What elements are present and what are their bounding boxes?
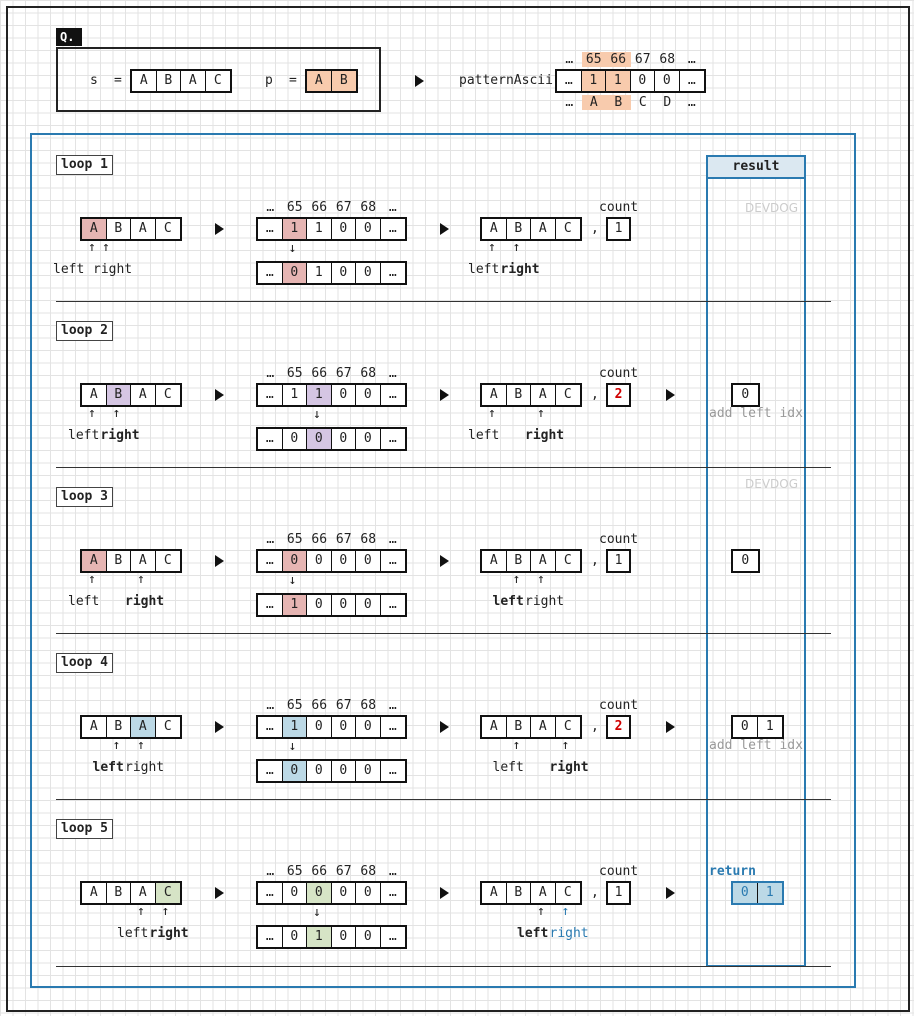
loop-input-pointer-left-arrow-icon: ↑ xyxy=(137,904,145,919)
loop-state-array xyxy=(480,217,582,241)
loop-separator xyxy=(56,467,831,468)
arrow-right-icon xyxy=(215,721,224,733)
loop-input-array-cell: A xyxy=(131,219,156,239)
state-left-arrow-icon: ↑ xyxy=(488,240,496,255)
loop-state-array xyxy=(480,549,582,573)
result-cell: 0 xyxy=(741,387,750,402)
state-right-arrow-icon: ↑ xyxy=(561,904,570,919)
pattern-cell: 0 xyxy=(631,71,656,91)
ascii-after-array xyxy=(256,759,407,783)
pattern-header-cell: 68 xyxy=(659,52,676,67)
loop-input-pointer-left-label: left xyxy=(92,760,124,775)
pattern-cell: … xyxy=(687,73,696,88)
ascii-before-array-cell: … xyxy=(258,883,283,903)
loop-input-array xyxy=(80,549,182,573)
ascii-after-array-cell: 0 xyxy=(307,595,332,615)
count-label: count xyxy=(599,200,639,215)
ascii-header-cell: 67 xyxy=(335,698,352,713)
loop-input-pointer-right-label: right xyxy=(149,926,189,941)
state-right-label: right xyxy=(549,926,589,941)
loop-state-array-cell: C xyxy=(563,387,572,402)
ascii-after-array-cell: 0 xyxy=(356,429,381,449)
ascii-header-cell: 66 xyxy=(311,366,328,381)
state-left-label: left xyxy=(492,594,524,609)
ascii-header xyxy=(258,200,405,215)
ascii-after-array-cell: 1 xyxy=(307,927,332,947)
loop-input-pointer-left-arrow-icon: ↑ xyxy=(88,406,96,421)
ascii-before-array xyxy=(256,715,407,739)
ascii-after-array-cell: … xyxy=(258,263,283,283)
ascii-after-array-cell: 0 xyxy=(332,761,357,781)
ascii-after-array-cell: … xyxy=(388,431,397,446)
result-array xyxy=(731,881,784,905)
ascii-after-array-cell: … xyxy=(388,265,397,280)
ascii-after-array-cell: 0 xyxy=(332,927,357,947)
loop-input-array-cell: B xyxy=(107,717,132,737)
ascii-header-cell: 66 xyxy=(311,200,328,215)
ascii-before-array-cell: … xyxy=(258,385,283,405)
comma-separator: , xyxy=(591,221,599,236)
loop-state-array-cell: A xyxy=(482,219,507,239)
loop-state-array-cell: B xyxy=(507,883,532,903)
s-cell: A xyxy=(132,71,157,91)
ascii-before-array-cell: 1 xyxy=(283,717,308,737)
loop-label: loop 5 xyxy=(56,819,113,839)
add-left-idx-note: add left idx xyxy=(709,406,803,421)
s-cell: C xyxy=(213,73,222,88)
ascii-after-array-cell: … xyxy=(388,929,397,944)
state-left-label: left xyxy=(492,760,524,775)
ascii-before-array-cell: 1 xyxy=(307,219,332,239)
loop-input-pointer-left-label: left xyxy=(117,926,149,941)
loop-state-array xyxy=(480,881,582,905)
count-value: 1 xyxy=(606,881,631,905)
pattern-header-cell: … xyxy=(687,52,696,67)
pattern-char: A xyxy=(582,95,607,110)
return-label: return xyxy=(709,864,756,879)
ascii-header-cell: … xyxy=(266,864,275,879)
pattern-cell: … xyxy=(557,71,582,91)
ascii-before-array xyxy=(256,881,407,905)
loop-input-array-cell: C xyxy=(163,387,172,402)
comma-separator: , xyxy=(591,553,599,568)
ascii-after-array xyxy=(256,261,407,285)
ascii-before-array-cell: 0 xyxy=(356,883,381,903)
state-left-label: left xyxy=(468,262,500,277)
p-array xyxy=(305,69,358,93)
ascii-header xyxy=(258,864,405,879)
loop-input-array-cell: B xyxy=(107,883,132,903)
ascii-header-cell: 67 xyxy=(335,864,352,879)
pattern-header-cell: 66 xyxy=(606,52,631,67)
loop-state-array-cell: B xyxy=(507,717,532,737)
s-label: s xyxy=(90,73,98,88)
ascii-before-array-cell: 0 xyxy=(356,551,381,571)
ascii-header-cell: … xyxy=(266,698,275,713)
ascii-after-array-cell: … xyxy=(388,597,397,612)
loop-state-array-cell: B xyxy=(507,551,532,571)
loop-label: loop 4 xyxy=(56,653,113,673)
pattern-char: D xyxy=(663,95,672,110)
ascii-after-array xyxy=(256,427,407,451)
loop-label: loop 2 xyxy=(56,321,113,341)
count-value: 2 xyxy=(606,715,631,739)
state-left-arrow-icon: ↑ xyxy=(512,738,521,753)
loop-input-array-cell: C xyxy=(163,553,172,568)
p-cell: A xyxy=(307,71,332,91)
result-header: result xyxy=(708,157,804,179)
count-label: count xyxy=(599,864,639,879)
loop-input-array-cell: A xyxy=(131,551,156,571)
ascii-header-cell: … xyxy=(266,200,275,215)
ascii-header-cell: … xyxy=(388,366,397,381)
loop-input-pointer-right-arrow-icon: ↑ xyxy=(112,406,121,421)
result-array xyxy=(731,383,760,407)
loop-input-pointer-right-label: right xyxy=(125,594,165,609)
result-cell: 0 xyxy=(733,883,758,903)
loop-input-pointer-left-arrow-icon: ↑ xyxy=(88,240,96,255)
s-cell: B xyxy=(157,71,182,91)
arrow-right-icon xyxy=(440,721,449,733)
ascii-header-cell: 67 xyxy=(335,366,352,381)
ascii-header-cell: 65 xyxy=(286,864,303,879)
ascii-header-cell: 65 xyxy=(286,366,303,381)
state-right-arrow-icon: ↑ xyxy=(512,240,521,255)
ascii-before-array-cell: … xyxy=(388,221,397,236)
ascii-header-cell: 67 xyxy=(335,200,352,215)
ascii-before-array-cell: … xyxy=(388,719,397,734)
ascii-before-array-cell: 1 xyxy=(307,385,332,405)
ascii-before-array-cell: … xyxy=(258,219,283,239)
ascii-after-array-cell: … xyxy=(258,429,283,449)
pattern-char: B xyxy=(606,95,631,110)
ascii-after-array-cell: 0 xyxy=(332,429,357,449)
ascii-before-array-cell: 0 xyxy=(307,883,332,903)
ascii-header-cell: … xyxy=(388,200,397,215)
loop-input-array-cell: B xyxy=(107,551,132,571)
loop-input-array xyxy=(80,715,182,739)
ascii-before-array-cell: 0 xyxy=(356,717,381,737)
down-arrow-icon: ↓ xyxy=(288,739,297,754)
ascii-header-cell: 65 xyxy=(286,698,303,713)
ascii-after-array-cell: 0 xyxy=(283,263,308,283)
ascii-header-cell: 65 xyxy=(286,532,303,547)
pattern-chars xyxy=(557,95,704,110)
watermark: DEVDOG xyxy=(745,477,799,491)
ascii-before-array-cell: 0 xyxy=(283,883,308,903)
loop-input-array-cell: C xyxy=(163,719,172,734)
count-value: 1 xyxy=(606,217,631,241)
loop-state-array-cell: A xyxy=(482,385,507,405)
arrow-right-icon xyxy=(415,75,424,87)
pattern-cell: 1 xyxy=(606,71,631,91)
loop-input-array-cell: B xyxy=(107,219,132,239)
count-label: count xyxy=(599,532,639,547)
loop-state-array-cell: C xyxy=(563,221,572,236)
state-left-arrow-icon: ↑ xyxy=(488,406,496,421)
ascii-after-array-cell: 1 xyxy=(307,263,332,283)
loop-separator xyxy=(56,966,831,967)
ascii-header-cell: 68 xyxy=(360,200,377,215)
pattern-cell: 0 xyxy=(655,71,680,91)
loop-state-array-cell: A xyxy=(482,551,507,571)
loop-label: loop 1 xyxy=(56,155,113,175)
loop-separator xyxy=(56,633,831,634)
loop-input-pointer-left-label: left xyxy=(68,594,100,609)
state-left-label: left xyxy=(517,926,549,941)
loop-separator xyxy=(56,301,831,302)
loop-state-array-cell: A xyxy=(482,883,507,903)
pattern-header-cell: 67 xyxy=(634,52,651,67)
loop-state-array-cell: C xyxy=(563,553,572,568)
loop-state-array-cell: A xyxy=(531,883,556,903)
s-cell: A xyxy=(181,71,206,91)
ascii-header-cell: 68 xyxy=(360,532,377,547)
loop-state-array-cell: B xyxy=(507,385,532,405)
loop-state-array-cell: C xyxy=(563,719,572,734)
arrow-right-icon xyxy=(215,555,224,567)
ascii-after-array-cell: 0 xyxy=(332,263,357,283)
down-arrow-icon: ↓ xyxy=(313,905,321,920)
arrow-right-icon xyxy=(215,223,224,235)
arrow-right-icon xyxy=(666,721,675,733)
result-array xyxy=(731,549,760,573)
state-right-label: right xyxy=(500,262,540,277)
pattern-char: C xyxy=(638,95,647,110)
loop-input-array-cell: C xyxy=(156,883,181,903)
ascii-after-array-cell: 0 xyxy=(283,927,308,947)
ascii-after-array-cell: 0 xyxy=(356,927,381,947)
arrow-right-icon xyxy=(440,887,449,899)
arrow-right-icon xyxy=(666,389,675,401)
loop-input-array xyxy=(80,383,182,407)
ascii-before-array xyxy=(256,383,407,407)
state-right-label: right xyxy=(525,594,565,609)
add-left-idx-note: add left idx xyxy=(709,738,803,753)
loop-label: loop 3 xyxy=(56,487,113,507)
loop-state-array-cell: A xyxy=(531,385,556,405)
ascii-after-array-cell: 0 xyxy=(307,429,332,449)
loop-input-array-cell: A xyxy=(82,717,107,737)
loop-input-pointer-right-arrow-icon: ↑ xyxy=(161,904,170,919)
ascii-after-array-cell: … xyxy=(258,761,283,781)
loop-state-array-cell: A xyxy=(531,717,556,737)
ascii-before-array-cell: … xyxy=(258,717,283,737)
ascii-before-array xyxy=(256,217,407,241)
state-left-arrow-icon: ↑ xyxy=(537,904,545,919)
loop-state-array-cell: C xyxy=(563,885,572,900)
loop-input-array-cell: A xyxy=(82,551,107,571)
down-arrow-icon: ↓ xyxy=(288,573,297,588)
loop-input-pointer-right-arrow-icon: ↑ xyxy=(137,738,145,753)
loop-input-pointer-right-arrow-icon: ↑ xyxy=(137,572,145,587)
s-eq: = xyxy=(114,73,122,88)
arrow-right-icon xyxy=(440,389,449,401)
ascii-before-array-cell: 0 xyxy=(356,385,381,405)
ascii-header-cell: … xyxy=(388,532,397,547)
state-right-arrow-icon: ↑ xyxy=(537,572,545,587)
loop-input-pointer-right-arrow-icon: ↑ xyxy=(102,240,110,255)
pattern-array xyxy=(555,69,706,93)
result-cell: 0 xyxy=(741,553,750,568)
state-left-arrow-icon: ↑ xyxy=(512,572,521,587)
loop-state-array-cell: A xyxy=(482,717,507,737)
ascii-before-array-cell: 0 xyxy=(332,717,357,737)
arrow-right-icon xyxy=(215,887,224,899)
ascii-header-cell: 66 xyxy=(311,864,328,879)
ascii-after-array-cell: 0 xyxy=(356,263,381,283)
loop-input-pointer-right-label: right xyxy=(100,428,140,443)
ascii-header-cell: 65 xyxy=(286,200,303,215)
pattern-cell: 1 xyxy=(582,71,607,91)
loop-state-array-cell: B xyxy=(507,219,532,239)
ascii-after-array-cell: 0 xyxy=(307,761,332,781)
down-arrow-icon: ↓ xyxy=(288,241,297,256)
loop-input-array-cell: B xyxy=(107,385,132,405)
loop-input-array-cell: A xyxy=(82,883,107,903)
loop-state-array xyxy=(480,715,582,739)
ascii-before-array-cell: … xyxy=(388,885,397,900)
loop-input-pointer-left-label: left xyxy=(53,262,85,277)
pattern-char: … xyxy=(687,95,696,110)
ascii-header-cell: … xyxy=(266,532,275,547)
watermark: DEVDOG xyxy=(745,201,799,215)
ascii-before-array-cell: 1 xyxy=(283,385,308,405)
ascii-header xyxy=(258,698,405,713)
ascii-header-cell: … xyxy=(388,698,397,713)
pattern-char: … xyxy=(565,95,574,110)
ascii-after-array-cell: 0 xyxy=(283,429,308,449)
question-tag: Q. xyxy=(56,28,82,46)
loop-input-array-cell: A xyxy=(131,883,156,903)
ascii-after-array-cell: 1 xyxy=(283,595,308,615)
pattern-header-cell: … xyxy=(565,52,574,67)
ascii-after-array-cell: 0 xyxy=(356,761,381,781)
ascii-before-array-cell: 0 xyxy=(307,717,332,737)
ascii-header-cell: 66 xyxy=(311,532,328,547)
state-right-label: right xyxy=(549,760,589,775)
ascii-after-array-cell: … xyxy=(258,595,283,615)
arrow-right-icon xyxy=(666,887,675,899)
pattern-ascii-label: patternAscii xyxy=(459,73,553,88)
result-cell: 1 xyxy=(765,719,774,734)
p-eq: = xyxy=(289,73,297,88)
ascii-before-array-cell: 0 xyxy=(332,385,357,405)
ascii-before-array-cell: 0 xyxy=(332,883,357,903)
ascii-before-array xyxy=(256,549,407,573)
down-arrow-icon: ↓ xyxy=(313,407,321,422)
ascii-before-array-cell: 1 xyxy=(283,219,308,239)
loop-input-pointer-left-arrow-icon: ↑ xyxy=(112,738,121,753)
ascii-after-array-cell: … xyxy=(388,763,397,778)
ascii-before-array-cell: 0 xyxy=(332,551,357,571)
ascii-before-array-cell: 0 xyxy=(283,551,308,571)
ascii-after-array-cell: 0 xyxy=(356,595,381,615)
count-label: count xyxy=(599,698,639,713)
ascii-header xyxy=(258,532,405,547)
loop-input-array-cell: A xyxy=(82,385,107,405)
state-right-label: right xyxy=(525,428,565,443)
loop-state-array-cell: A xyxy=(531,219,556,239)
ascii-before-array-cell: 0 xyxy=(356,219,381,239)
loop-input-pointer-right-label: right xyxy=(93,262,133,277)
arrow-right-icon xyxy=(215,389,224,401)
p-label: p xyxy=(265,73,273,88)
loop-state-array-cell: A xyxy=(531,551,556,571)
loop-input-pointer-right-label: right xyxy=(125,760,165,775)
state-right-arrow-icon: ↑ xyxy=(561,738,570,753)
loop-input-array xyxy=(80,881,182,905)
loop-input-array-cell: A xyxy=(131,385,156,405)
arrow-right-icon xyxy=(440,555,449,567)
loop-input-array-cell: A xyxy=(131,717,156,737)
ascii-after-array-cell: … xyxy=(258,927,283,947)
loop-input-array-cell: A xyxy=(82,219,107,239)
comma-separator: , xyxy=(591,387,599,402)
s-array xyxy=(130,69,232,93)
loop-separator xyxy=(56,799,831,800)
loop-input-pointer-left-arrow-icon: ↑ xyxy=(88,572,96,587)
ascii-header-cell: 68 xyxy=(360,864,377,879)
count-label: count xyxy=(599,366,639,381)
loop-input-array xyxy=(80,217,182,241)
ascii-before-array-cell: … xyxy=(388,387,397,402)
ascii-header-cell: 68 xyxy=(360,698,377,713)
pattern-header-cell: 65 xyxy=(582,52,607,67)
loop-input-pointer-left-label: left xyxy=(68,428,100,443)
arrow-right-icon xyxy=(440,223,449,235)
state-right-arrow-icon: ↑ xyxy=(537,406,545,421)
ascii-after-array-cell: 0 xyxy=(332,595,357,615)
ascii-before-array-cell: 0 xyxy=(307,551,332,571)
comma-separator: , xyxy=(591,885,599,900)
count-value: 1 xyxy=(606,549,631,573)
ascii-header xyxy=(258,366,405,381)
ascii-before-array-cell: … xyxy=(258,551,283,571)
ascii-before-array-cell: … xyxy=(388,553,397,568)
result-cell: 1 xyxy=(758,883,783,903)
loop-input-array-cell: C xyxy=(163,221,172,236)
ascii-after-array xyxy=(256,925,407,949)
ascii-header-cell: … xyxy=(266,366,275,381)
ascii-header-cell: 66 xyxy=(311,698,328,713)
p-cell: B xyxy=(332,71,357,91)
pattern-header xyxy=(557,52,704,67)
ascii-header-cell: 68 xyxy=(360,366,377,381)
result-array xyxy=(731,715,784,739)
count-value: 2 xyxy=(606,383,631,407)
ascii-before-array-cell: 0 xyxy=(332,219,357,239)
state-left-label: left xyxy=(468,428,500,443)
ascii-header-cell: 67 xyxy=(335,532,352,547)
loop-state-array xyxy=(480,383,582,407)
ascii-after-array-cell: 0 xyxy=(283,761,308,781)
result-cell: 0 xyxy=(733,717,758,737)
ascii-after-array xyxy=(256,593,407,617)
comma-separator: , xyxy=(591,719,599,734)
ascii-header-cell: … xyxy=(388,864,397,879)
